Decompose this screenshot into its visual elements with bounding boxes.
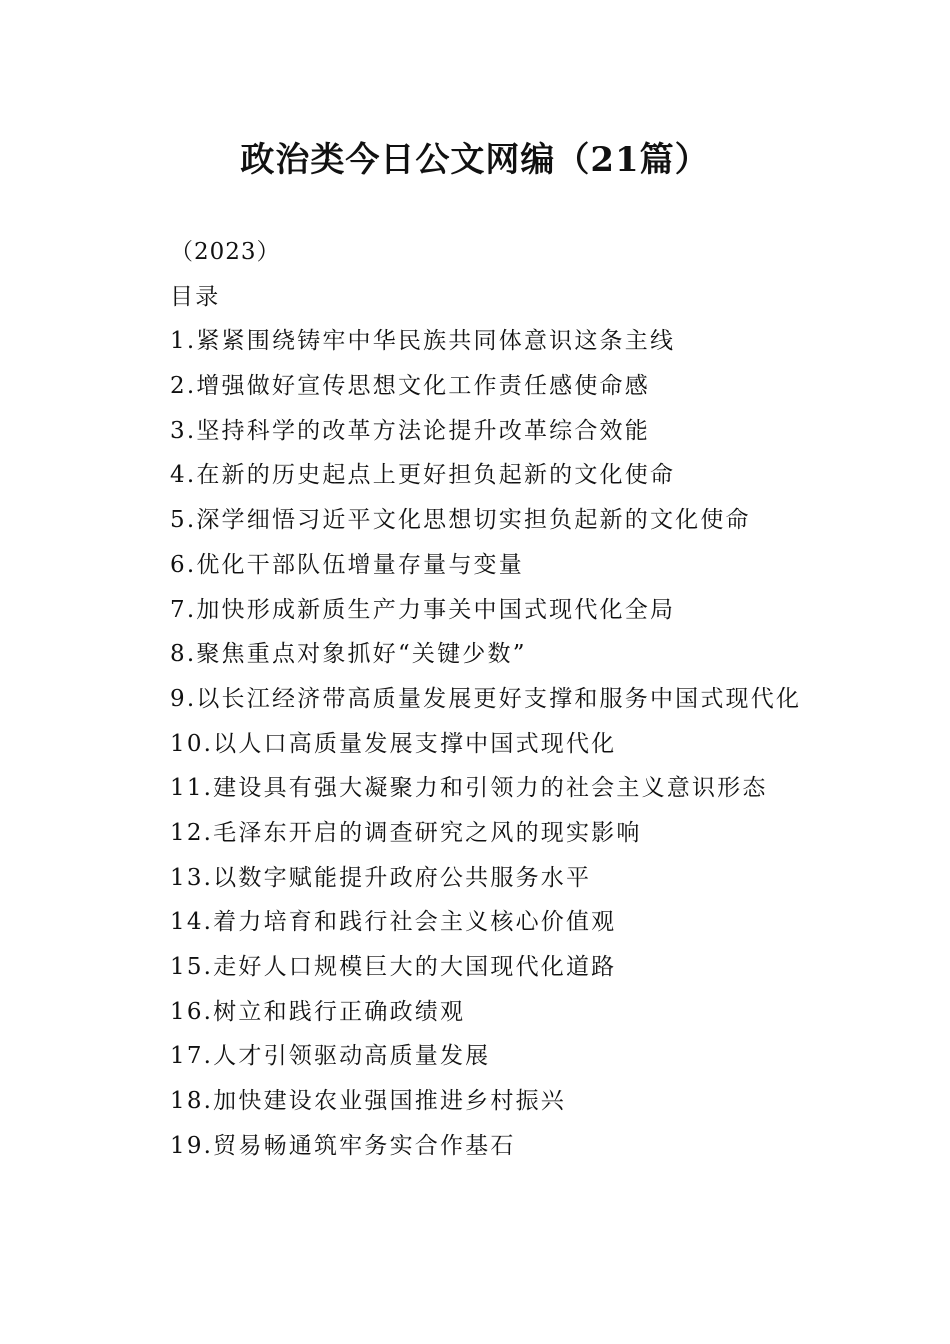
toc-item: 6.优化干部队伍增量存量与变量 (170, 551, 524, 578)
toc-item: 17.人才引领驱动高质量发展 (170, 1043, 491, 1070)
toc-item: 4.在新的历史起点上更好担负起新的文化使命 (170, 462, 676, 489)
toc-item: 8.聚焦重点对象抓好“关键少数” (170, 641, 527, 668)
year-line: （2023） (170, 239, 281, 265)
toc-item: 14.着力培育和践行社会主义核心价值观 (170, 909, 617, 936)
toc-list (170, 319, 890, 1168)
toc-item: 9.以长江经济带高质量发展更好支撑和服务中国式现代化 (170, 685, 802, 712)
document-title: 政治类今日公文网编（21篇） (240, 140, 710, 180)
toc-item: 1.紧紧围绕铸牢中华民族共同体意识这条主线 (170, 328, 676, 355)
toc-item: 2.增强做好宣传思想文化工作责任感使命感 (170, 373, 650, 400)
toc-item: 12.毛泽东开启的调查研究之风的现实影响 (170, 819, 642, 846)
toc-item: 15.走好人口规模巨大的大国现代化道路 (170, 954, 617, 980)
toc-item: 18.加快建设农业强国推进乡村振兴 (170, 1088, 566, 1115)
document-body (170, 230, 890, 1168)
toc-item: 16.树立和践行正确政绩观 (170, 998, 466, 1025)
toc-item: 5.深学细悟习近平文化思想切实担负起新的文化使命 (170, 507, 751, 534)
toc-item: 19.贸易畅通筑牢务实合作基石 (170, 1132, 516, 1159)
toc-item: 10.以人口高质量发展支撑中国式现代化 (170, 730, 617, 757)
toc-item: 3.坚持科学的改革方法论提升改革综合效能 (170, 417, 650, 444)
toc-heading: 目录 (170, 283, 221, 310)
toc-item: 7.加快形成新质生产力事关中国式现代化全局 (170, 596, 676, 623)
toc-item: 11.建设具有强大凝聚力和引领力的社会主义意识形态 (170, 775, 768, 802)
toc-item: 13.以数字赋能提升政府公共服务水平 (170, 864, 592, 891)
